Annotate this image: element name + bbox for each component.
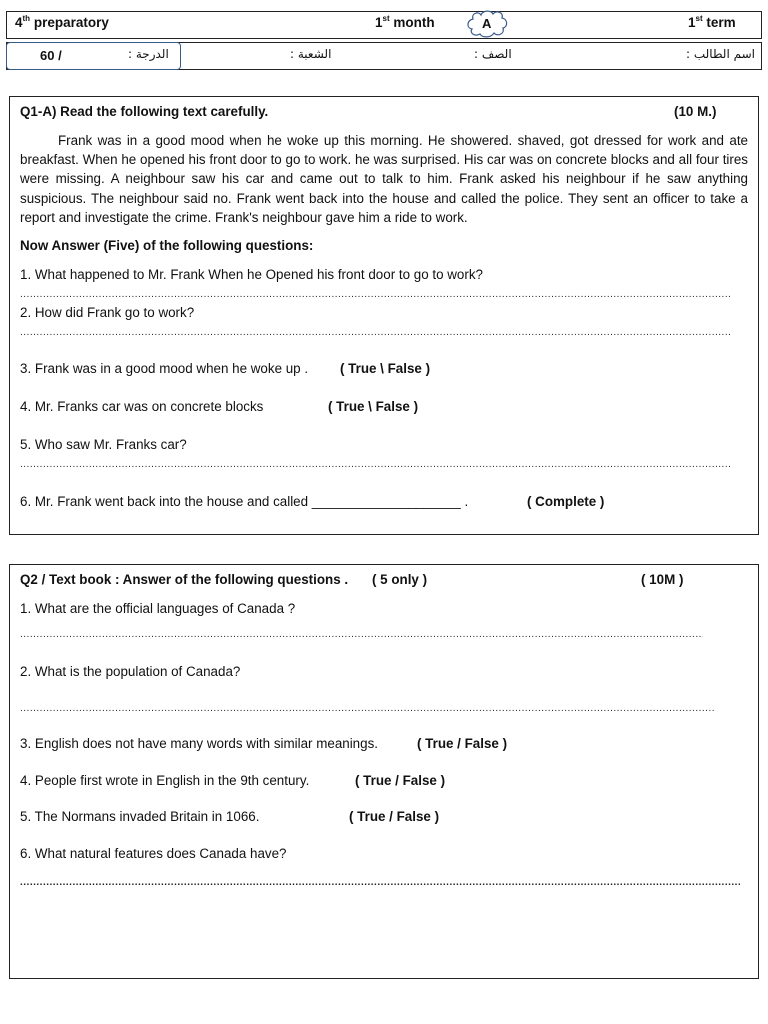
passage-text: Frank was in a good mood when he woke up this morning. He showered. shaved, got dressed for work and ate breakfast. When he opened his front door to go to work. he was surprised. His car was on concrete blocks and all four tires were missing. A neighbour saw his car and came out to talk to him. Frank asked his neighbour if he saw anything suspicious. The neighbour said no. Frank went back into the house and called the police. They sent an officer to take a report and investigate the crime. Frank's neighbour gave him a ride to work.: [20, 133, 748, 225]
section-field-label: الشعبة :: [290, 47, 332, 61]
month-label: [375, 15, 435, 30]
q1-question-1: 1. What happened to Mr. Frank When he Opened his front door to go to work?: [20, 267, 483, 282]
q1-question-2: 2. How did Frank go to work?: [20, 305, 195, 320]
answer-line[interactable]: [20, 328, 730, 338]
q2-only: ( 5 only ): [372, 572, 428, 587]
grade-level: [15, 15, 109, 30]
q1-question-6-choice: ( Complete ): [527, 494, 605, 509]
answer-line[interactable]: [20, 290, 730, 300]
term-label: [688, 15, 736, 30]
month-text: month: [393, 15, 435, 30]
q1-passage: [20, 131, 748, 227]
q2-question-2: 2. What is the population of Canada?: [20, 664, 241, 679]
q2-question-3: 3. English does not have many words with similar meanings.: [20, 736, 378, 751]
score-total: 60 /: [40, 48, 62, 63]
q2-question-4: 4. People first wrote in English in the 9th century.: [20, 773, 310, 788]
q2-marks: ( 10M ): [641, 572, 684, 587]
q1-question-5: 5. Who saw Mr. Franks car?: [20, 437, 187, 452]
answer-line[interactable]: [20, 704, 714, 714]
q2-question-4-choice[interactable]: ( True / False ): [355, 773, 446, 788]
term-text: term: [706, 15, 736, 30]
month-suffix: st: [382, 14, 390, 23]
grade-text: preparatory: [33, 15, 109, 30]
answer-line[interactable]: [20, 878, 740, 888]
grade-field-label: الدرجة :: [128, 47, 169, 61]
grade-suffix: th: [22, 14, 31, 23]
q2-title: Q2 / Text book : Answer of the following questions .: [20, 572, 349, 587]
term-suffix: st: [695, 14, 703, 23]
grade-number: 4: [15, 15, 23, 30]
q1-question-3: 3. Frank was in a good mood when he woke up .: [20, 361, 309, 376]
q2-question-5-choice[interactable]: ( True / False ): [349, 809, 440, 824]
q1-marks: (10 M.): [674, 104, 717, 119]
q2-question-6: 6. What natural features does Canada have?: [20, 846, 287, 861]
q1-instruction: Now Answer (Five) of the following questions:: [20, 238, 314, 253]
version-cloud-badge: [465, 9, 509, 39]
month-number: 1: [375, 15, 383, 30]
term-number: 1: [688, 15, 696, 30]
q1-question-6: 6. Mr. Frank went back into the house and called ____________________ .: [20, 494, 469, 509]
class-field-label: الصف :: [474, 47, 512, 61]
answer-line[interactable]: [20, 630, 703, 640]
answer-line[interactable]: [20, 460, 730, 470]
q1-question-4: 4. Mr. Franks car was on concrete blocks: [20, 399, 264, 414]
q2-question-5: 5. The Normans invaded Britain in 1066.: [20, 809, 260, 824]
q1-question-4-choice[interactable]: ( True \ False ): [328, 399, 419, 414]
student-name-label: اسم الطالب :: [686, 47, 755, 61]
q2-question-3-choice[interactable]: ( True / False ): [417, 736, 508, 751]
q2-question-1: 1. What are the official languages of Canada ?: [20, 601, 296, 616]
q1-question-3-choice[interactable]: ( True \ False ): [340, 361, 431, 376]
version-letter: A: [482, 16, 492, 31]
q2-section-box: [9, 564, 759, 979]
q1-title: Q1-A) Read the following text carefully.: [20, 104, 269, 119]
